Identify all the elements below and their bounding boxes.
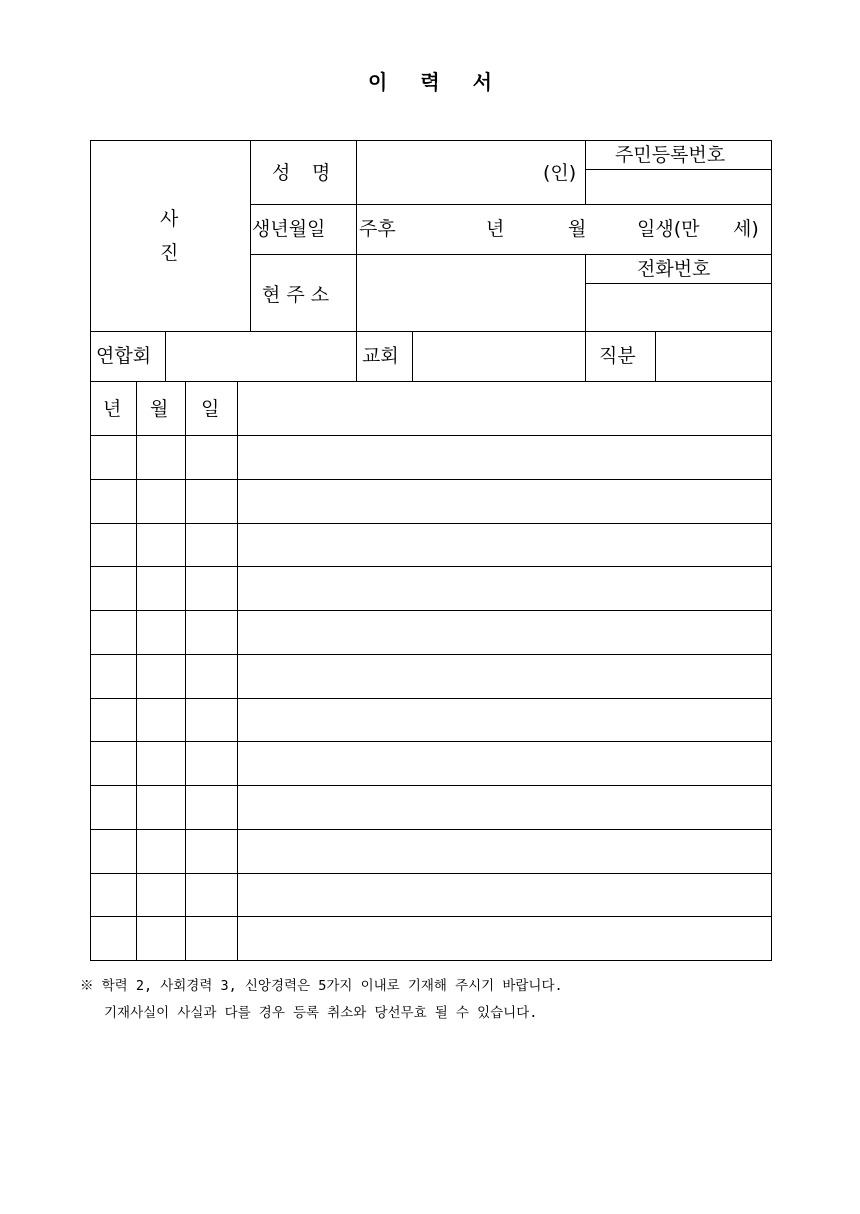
history-day-cell[interactable]: [185, 654, 238, 699]
history-content-cell[interactable]: [237, 916, 772, 961]
phone-label: 전화번호: [637, 258, 711, 280]
history-day-cell[interactable]: [185, 698, 238, 742]
history-month-cell[interactable]: [136, 435, 186, 480]
history-year-cell[interactable]: [90, 610, 137, 655]
history-month-cell[interactable]: [136, 698, 186, 742]
history-day-cell[interactable]: [185, 741, 238, 786]
history-year-cell[interactable]: [90, 916, 137, 961]
history-day-label: 일: [201, 398, 220, 420]
name-label-cell: [250, 140, 357, 205]
history-year-cell[interactable]: [90, 829, 137, 874]
church-field[interactable]: [412, 331, 586, 382]
history-month-cell[interactable]: [136, 654, 186, 699]
history-month-cell[interactable]: [136, 523, 186, 567]
history-content-cell[interactable]: [237, 566, 772, 611]
history-year-cell[interactable]: [90, 654, 137, 699]
photo-label-char: 사: [160, 208, 179, 230]
history-content-cell[interactable]: [237, 741, 772, 786]
photo-label-char: 진: [160, 242, 179, 264]
history-month-cell[interactable]: [136, 741, 186, 786]
birth-date-field[interactable]: [356, 204, 772, 255]
history-year-cell[interactable]: [90, 523, 137, 567]
title-char: 서: [472, 70, 492, 94]
history-month-cell[interactable]: [136, 829, 186, 874]
history-month-cell[interactable]: [136, 873, 186, 917]
history-content-cell[interactable]: [237, 785, 772, 830]
history-day-cell[interactable]: [185, 479, 238, 524]
position-field[interactable]: [655, 331, 772, 382]
history-content-cell[interactable]: [237, 523, 772, 567]
history-year-cell[interactable]: [90, 479, 137, 524]
resident-number-field[interactable]: [585, 169, 772, 205]
birth-era: 주후: [359, 218, 396, 240]
history-year-cell[interactable]: [90, 435, 137, 480]
title-char: 이: [368, 70, 388, 94]
photo-box: [90, 140, 251, 332]
address-label: 현 주 소: [262, 284, 330, 306]
document-title: [0, 66, 860, 95]
history-year-cell[interactable]: [90, 785, 137, 830]
history-content-cell[interactable]: [237, 829, 772, 874]
name-label-char: 성: [272, 162, 291, 184]
note-line-1: ※ 학력 2, 사회경력 3, 신앙경력은 5가지 이내로 기재해 주시기 바랍니다.: [80, 978, 563, 994]
history-content-cell[interactable]: [237, 610, 772, 655]
history-content-header: [237, 381, 772, 436]
history-content-cell[interactable]: [237, 698, 772, 742]
birth-age-suffix: 세): [733, 218, 759, 240]
position-label: 직분: [599, 345, 636, 367]
address-field[interactable]: [356, 254, 586, 332]
union-field[interactable]: [165, 331, 357, 382]
history-year-cell[interactable]: [90, 873, 137, 917]
history-year-label: 년: [103, 398, 122, 420]
history-day-cell[interactable]: [185, 610, 238, 655]
history-content-cell[interactable]: [237, 654, 772, 699]
church-label: 교회: [362, 345, 399, 367]
name-label-char: 명: [312, 162, 331, 184]
history-day-cell[interactable]: [185, 566, 238, 611]
history-month-cell[interactable]: [136, 566, 186, 611]
history-content-cell[interactable]: [237, 479, 772, 524]
history-day-cell[interactable]: [185, 435, 238, 480]
history-month-cell[interactable]: [136, 785, 186, 830]
phone-field[interactable]: [585, 283, 772, 332]
birth-year-unit: 년: [486, 218, 505, 240]
history-day-cell[interactable]: [185, 785, 238, 830]
history-month-cell[interactable]: [136, 916, 186, 961]
history-day-cell[interactable]: [185, 873, 238, 917]
history-day-cell[interactable]: [185, 523, 238, 567]
history-month-cell[interactable]: [136, 610, 186, 655]
resident-number-label: 주민등록번호: [615, 144, 726, 166]
history-content-cell[interactable]: [237, 435, 772, 480]
history-month-cell[interactable]: [136, 479, 186, 524]
note-line-2: 기재사실이 사실과 다를 경우 등록 취소와 당선무효 될 수 있습니다.: [104, 1005, 538, 1021]
union-label: 연합회: [96, 345, 152, 367]
title-char: 력: [420, 70, 440, 94]
history-year-cell[interactable]: [90, 566, 137, 611]
history-day-cell[interactable]: [185, 916, 238, 961]
history-year-cell[interactable]: [90, 698, 137, 742]
history-month-label: 월: [150, 398, 169, 420]
seal-label: (인): [543, 162, 577, 184]
history-year-cell[interactable]: [90, 741, 137, 786]
birth-month-unit: 월: [568, 218, 587, 240]
history-content-cell[interactable]: [237, 873, 772, 917]
history-day-cell[interactable]: [185, 829, 238, 874]
birth-label: 생년월일: [252, 218, 326, 240]
birth-day-suffix: 일생(만: [637, 218, 700, 240]
